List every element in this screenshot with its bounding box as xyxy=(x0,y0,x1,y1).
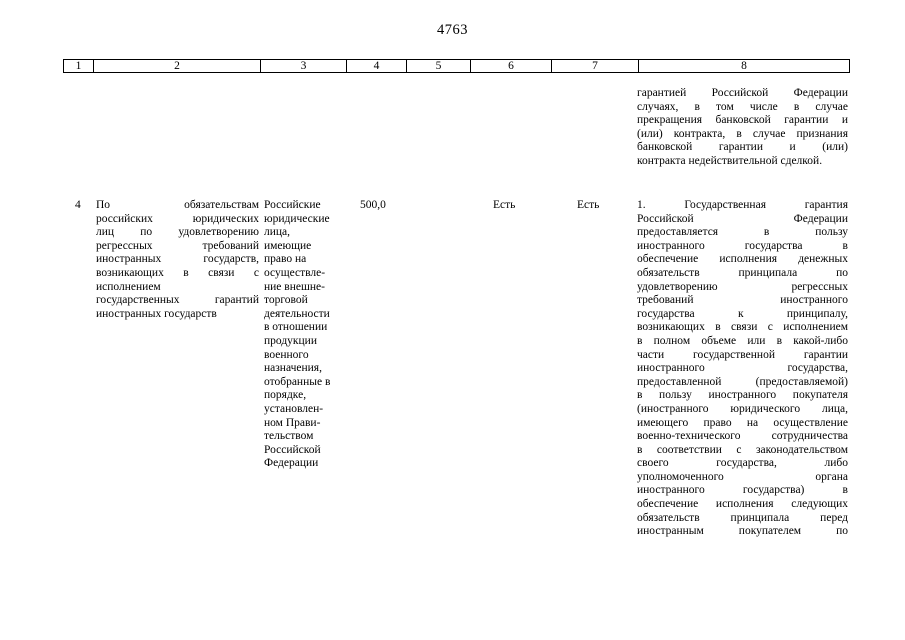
text-line: гарантией Российской Федерации xyxy=(637,87,848,99)
text-line: иностранного государства в xyxy=(637,239,848,252)
text-line: военно-технического сотрудничества xyxy=(637,430,848,443)
text-line: порядке, xyxy=(264,389,307,402)
text-line: своего государства, либо xyxy=(637,457,848,470)
header-cell-8: 8 xyxy=(639,60,850,73)
col6-value: Есть xyxy=(493,199,516,211)
text-line: уполномоченного органа xyxy=(637,470,848,483)
text-line: российских юридических xyxy=(96,212,259,225)
text-line: случаях, в том числе в случае xyxy=(637,100,848,113)
text-line: контракта недействительной сделкой. xyxy=(637,154,823,167)
text-line: имеющие xyxy=(264,239,312,252)
text-line: Российские xyxy=(264,199,321,211)
text-line: возникающих в связи с xyxy=(96,266,259,279)
text-line: государства к принципалу, xyxy=(637,307,848,320)
continuation-text xyxy=(637,87,848,169)
principal-description xyxy=(264,199,344,471)
column-number-header xyxy=(63,59,850,73)
text-line: удовлетворению регрессных xyxy=(637,280,848,293)
text-line: в соответствии с законодательством xyxy=(637,443,848,456)
text-line: в пользу иностранного покупателя xyxy=(637,389,848,402)
text-line: (иностранного юридического лица, xyxy=(637,402,848,415)
text-line: обязательств принципала по xyxy=(637,266,848,279)
text-line: иностранным покупателем по xyxy=(637,525,848,538)
text-line: исполнением xyxy=(96,280,161,293)
text-line: 1. Государственная гарантия xyxy=(637,199,848,211)
col7-value: Есть xyxy=(577,199,600,211)
text-line: банковской гарантии и (или) xyxy=(637,141,848,154)
obligation-description xyxy=(96,199,259,321)
header-cell-3: 3 xyxy=(261,60,347,73)
text-line: регрессных требований xyxy=(96,239,259,252)
text-line: в полном объеме или в какой-либо xyxy=(637,334,848,347)
text-line: государственных гарантий xyxy=(96,294,259,307)
text-line: лиц по удовлетворению xyxy=(96,226,259,239)
text-line: предоставляется в пользу xyxy=(637,226,848,239)
text-line: ном Прави- xyxy=(264,416,321,429)
text-line: военного xyxy=(264,348,309,361)
text-line: лица, xyxy=(264,226,291,239)
text-line: Российской Федерации xyxy=(637,212,848,225)
text-line: части государственной гарантии xyxy=(637,348,848,361)
guarantee-conditions xyxy=(637,199,848,539)
header-cell-4: 4 xyxy=(347,60,407,73)
text-line: прекращения банковской гарантии и xyxy=(637,114,848,127)
text-line: юридические xyxy=(264,212,330,225)
text-line: Федерации xyxy=(264,457,319,470)
text-line: предоставленной (предоставляемой) xyxy=(637,375,848,388)
header-cell-2: 2 xyxy=(94,60,261,73)
text-line: иностранного государства) в xyxy=(637,484,848,497)
text-line: право на xyxy=(264,253,307,266)
text-line: иностранных государств, xyxy=(96,253,259,266)
text-line: осуществле- xyxy=(264,266,326,279)
text-line: в отношении xyxy=(264,321,328,334)
text-line: иностранных государств xyxy=(96,307,217,320)
text-line: отобранные в xyxy=(264,375,331,388)
text-line: имеющего право на осуществление xyxy=(637,416,848,429)
text-line: тельством xyxy=(264,430,314,443)
text-line: торговой xyxy=(264,294,308,307)
header-cell-7: 7 xyxy=(552,60,639,73)
text-line: установлен- xyxy=(264,402,324,415)
text-line: требований иностранного xyxy=(637,294,848,307)
text-line: возникающих в связи с исполнением xyxy=(637,321,848,334)
text-line: назначения, xyxy=(264,362,322,375)
header-cell-6: 6 xyxy=(471,60,552,73)
text-line: обеспечение исполнения денежных xyxy=(637,253,848,266)
page-number: 4763 xyxy=(437,22,468,38)
header-cell-1: 1 xyxy=(64,60,94,73)
header-cell-5: 5 xyxy=(407,60,471,73)
text-line: По обязательствам xyxy=(96,199,259,211)
text-line: иностранного государства, xyxy=(637,362,848,375)
text-line: обязательств принципала перед xyxy=(637,511,848,524)
guarantee-amount: 500,0 xyxy=(360,199,386,211)
row-number: 4 xyxy=(75,199,81,211)
text-line: деятельности xyxy=(264,307,330,320)
text-line: (или) контракта, в случае признания xyxy=(637,127,848,140)
text-line: продукции xyxy=(264,334,317,347)
text-line: обеспечение исполнения следующих xyxy=(637,498,848,511)
text-line: Российской xyxy=(264,443,321,456)
text-line: ние внешне- xyxy=(264,280,325,293)
